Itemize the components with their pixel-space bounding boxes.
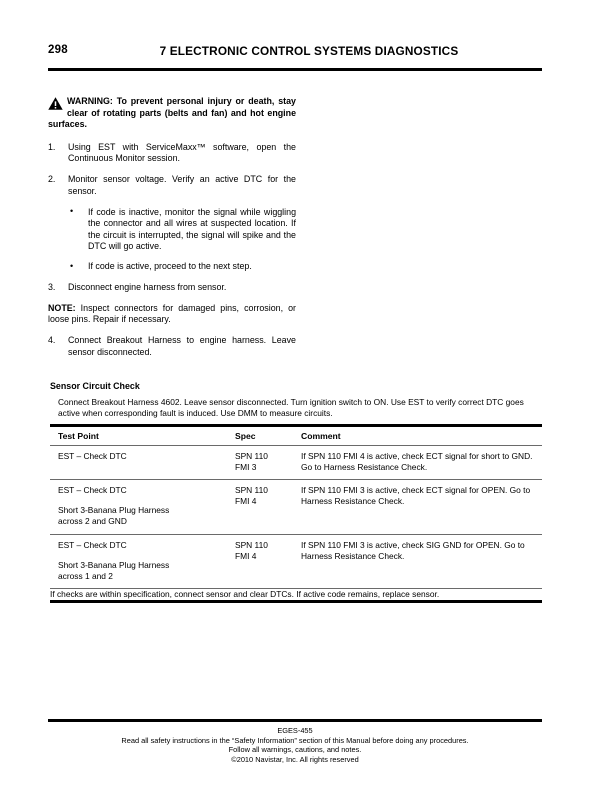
test-point-line-1: EST – Check DTC [58,539,127,550]
spec-line-1: SPN 110 [235,539,268,550]
section-heading: Sensor Circuit Check [50,381,140,391]
step-2-bullet-list [48,207,296,273]
table-row [50,535,542,589]
footer-copyright: ©2010 Navistar, Inc. All rights reserved [231,754,359,764]
cell-spec [227,446,293,479]
sensor-circuit-check-section [50,381,542,603]
bullet-item [48,261,296,273]
cell-comment: If SPN 110 FMI 3 is active, check ECT signal for OPEN. Go to Harness Resistance Check. [301,485,531,507]
test-point-line-3: across 1 and 2 [58,571,113,582]
step-4-number: 4. [48,335,56,346]
step-3 [48,282,296,294]
column-header-comment: Comment [301,430,341,441]
page-header [48,44,542,66]
table-header-row [50,427,542,445]
cell-test-point [50,535,227,589]
table-bottom-rule-row [50,600,542,602]
test-point-line-3: across 2 and GND [58,516,127,527]
column-header-spec: Spec [235,430,256,441]
spec-line-1: SPN 110 [235,485,268,495]
test-point-line-1: EST – Check DTC [58,450,127,461]
procedure-step-list [48,142,296,198]
step-2-number: 2. [48,174,56,185]
bullet-dot-icon: • [70,260,74,271]
step-4 [48,335,296,358]
step-2 [48,174,296,197]
step-1-text: Using EST with ServiceMaxx™ software, open the Continuous Monitor session. [68,141,296,164]
spec-line-2: FMI 4 [235,496,257,507]
step-1 [48,142,296,165]
bullet-item [48,207,296,253]
procedure-step-list-end [48,335,296,358]
footer-document-number: EGES-455 [277,726,313,735]
table-bottom-rule [50,600,542,602]
bullet-dot-icon: • [70,206,74,217]
step-2-text: Monitor sensor voltage. Verify an active DTC for the sensor. [68,174,296,196]
warning-text: WARNING: To prevent personal injury or death, stay clear of rotating parts (belts and fan) and hot engine surfaces. [48,96,296,130]
sensor-circuit-check-table [50,424,542,602]
column-header-test-point: Test Point [58,430,99,441]
spec-line-1: SPN 110 [235,450,268,461]
step-3-number: 3. [48,281,56,292]
spec-line-2: FMI 4 [235,550,257,561]
footer-divider [48,719,542,722]
table-row [50,480,542,534]
cell-comment: If SPN 110 FMI 3 is active, check SIG GND for OPEN. Go to Harness Resistance Check. [301,539,525,561]
warning-triangle-icon [48,97,63,110]
cell-spec [227,480,293,534]
bullet-text: If code is active, proceed to the next step. [88,261,252,272]
warning-block [48,96,296,131]
note-label: NOTE: [48,302,76,313]
spec-line-2: FMI 3 [235,461,257,472]
chapter-title: 7 ELECTRONIC CONTROL SYSTEMS DIAGNOSTICS [159,44,459,58]
footer-safety-line-2: Follow all warnings, cautions, and notes. [228,745,362,755]
footer-safety-line-1: Read all safety instructions in the “Safety Information” section of this Manual before doing any procedures. [121,735,469,745]
cell-spec [227,535,293,589]
procedure-step-list-continued [48,282,296,294]
table-row [50,446,542,479]
note-block [48,303,296,326]
cell-comment: If SPN 110 FMI 4 is active, check ECT signal for short to GND. Go to Harness Resistance Check. [301,450,533,472]
step-4-text: Connect Breakout Harness to engine harness. Leave sensor disconnected. [68,335,296,357]
step-3-text: Disconnect engine harness from sensor. [68,281,227,292]
header-divider [48,68,542,71]
bullet-text: If code is inactive, monitor the signal while wiggling the connector and all wires at suspected location. If the circuit is interrupted, the signal will spike and the DTC will go active. [88,206,296,252]
cell-test-point [50,446,227,479]
test-point-line-2: Short 3-Banana Plug Harness [58,505,170,516]
cell-test-point [50,480,227,534]
body-column [48,96,296,368]
note-text: Inspect connectors for damaged pins, corrosion, or loose pins. Repair if necessary. [48,302,296,325]
table-footnote-text: If checks are within specification, connect sensor and clear DTCs. If active code remains, replace sensor. [50,589,440,600]
page-number: 298 [48,44,68,56]
test-point-line-1: EST – Check DTC [58,485,127,495]
table-footnote-row [50,589,542,600]
section-intro-text: Connect Breakout Harness 4602. Leave sensor disconnected. Turn ignition switch to ON. Use EST to verify correct DTC goes active when corresponding fault is induced. Use DMM to measure circuits. [58,397,524,419]
test-point-line-2: Short 3-Banana Plug Harness [58,559,170,570]
page-footer [48,726,542,764]
step-1-number: 1. [48,141,56,152]
